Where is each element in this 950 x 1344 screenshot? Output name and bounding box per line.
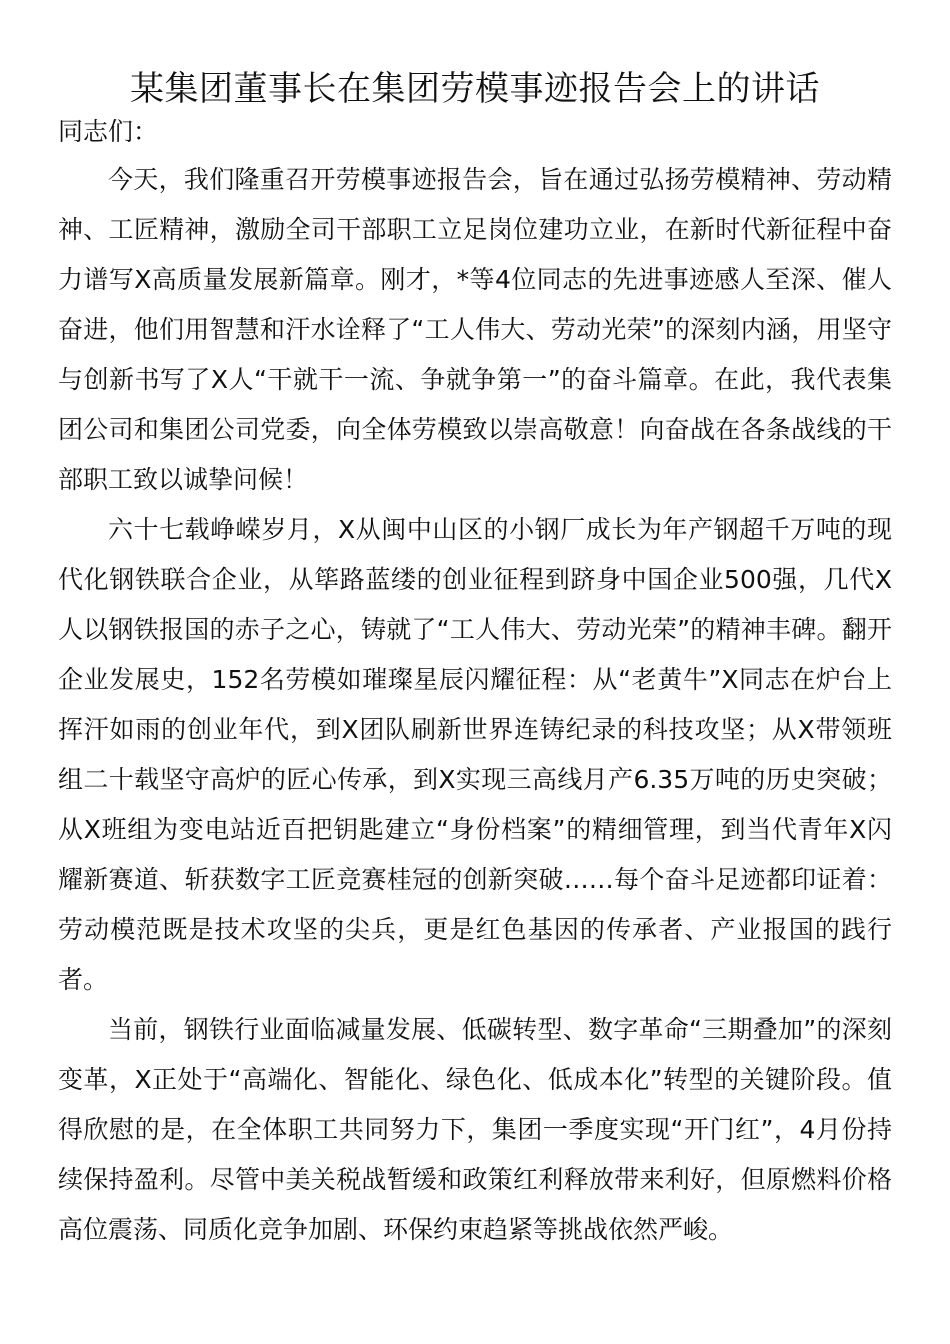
paragraph-2: 六十七载峥嵘岁月，X从闽中山区的小钢厂成长为年产钢超千万吨的现代化钢铁联合企业，从筚路蓝缕的创业征程到跻身中国企业500强，几代X人以钢铁报国的赤子之心，铸就了“工人伟大、劳动光荣”的精神丰碑。翻开企业发展史，152名劳模如璀璨星辰闪耀征程：从“老黄牛”X同志在炉台上挥汗如雨的创业年代，到X团队刷新世界连铸纪录的科技攻坚；从X带领班组二十载坚守高炉的匠心传承，到X实现三高线月产6.35万吨的历史突破；从X班组为变电站近百把钥匙建立“身份档案”的精细管理，到当代青年X闪耀新赛道、斩获数字工匠竞赛桂冠的创新突破……每个奋斗足迹都印证着：劳动模范既是技术攻坚的尖兵，更是红色基因的传承者、产业报国的践行者。	[58, 515, 892, 994]
paragraph-1: 今天，我们隆重召开劳模事迹报告会，旨在通过弘扬劳模精神、劳动精神、工匠精神，激励全司干部职工立足岗位建功立业，在新时代新征程中奋力谱写X高质量发展新篇章。刚才，*等4位同志的先进事迹感人至深、催人奋进，他们用智慧和汗水诠释了“工人伟大、劳动光荣”的深刻内涵，用坚守与创新书写了X人“干就干一流、争就争第一”的奋斗篇章。在此，我代表集团公司和集团公司党委，向全体劳模致以崇高敬意！向奋战在各条战线的干部职工致以诚挚问候！	[58, 165, 892, 494]
document-title: 某集团董事长在集团劳模事迹报告会上的讲话	[130, 69, 820, 109]
paragraph-3: 当前，钢铁行业面临减量发展、低碳转型、数字革命“三期叠加”的深刻变革，X正处于“高端化、智能化、绿色化、低成本化”转型的关键阶段。值得欣慰的是，在全体职工共同努力下，集团一季度实现“开门红”，4月份持续保持盈利。尽管中美关税战暂缓和政策红利释放带来利好，但原燃料价格高位震荡、同质化竞争加剧、环保约束趋紧等挑战依然严峻。	[58, 1015, 892, 1244]
salutation: 同志们：	[58, 117, 159, 146]
